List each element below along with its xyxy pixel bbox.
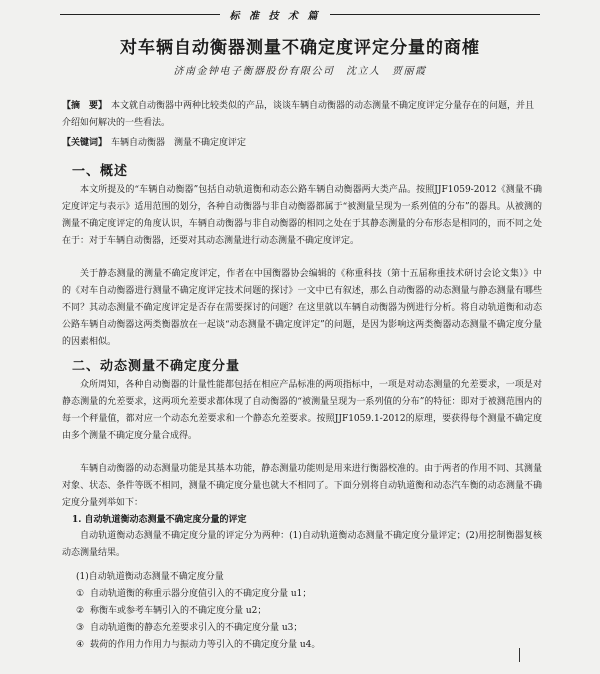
list-item [76,637,536,654]
article-title: 对车辆自动衡器测量不确定度评定分量的商榷 [120,38,480,58]
section-2-paragraph-1 [62,377,542,445]
subsection-paragraph [62,528,542,562]
keywords [62,135,542,152]
list-item [76,620,536,637]
subsection-heading: 1. 自动轨道衡动态测量不确定度分量的评定 [72,515,247,525]
uncertainty-list [76,569,536,654]
list-number: ④ [76,640,85,650]
list-heading: (1)自动轨道衡动态测量不确定度分量 [76,572,224,582]
list-text: 载荷的作用力作用力与振动力等引入的不确定度分量 u4。 [90,640,321,650]
list-number: ③ [76,623,85,633]
list-text: 自动轨道衡的静态允差要求引入的不确定度分量 u3； [90,623,303,633]
list-item [76,603,536,620]
list-text: 称衡车或参考车辆引入的不确定度分量 u2； [90,606,267,616]
paragraph-text: 本文所提及的“车辆自动衡器”包括自动轨道衡和动态公路车辆自动衡器两大类产品。按照JJF1059-2012《测量不确定度评定与表示》适用范围的划分，各种自动衡器与非自动衡器都属于“被测量呈现为一系列值的分布”的器具。从被测的测量不确定度评定的角度认识，车辆自动衡器与非自动衡器的相同之处在于其静态测量的分布形态是相同的，而不同之处在于：对于车辆自动衡器，还要对其动态测量进行动态测量不确定度评定。 [62,185,542,246]
header-section-label: 标 准 技 术 篇 [229,11,321,22]
list-number: ② [76,606,85,616]
abstract-label: 【摘 要】 [62,101,108,111]
paragraph-text: 众所周知，各种自动衡器的计量性能都包括在相应产品标准的两项指标中，一项是对动态测量的允差要求，一项是对静态测量的允差要求，这两项允差要求都体现了自动衡器的“被测量呈现为一系列值的分布”的特征：即对于被测范围内的每一个秤量值，都对应一个动态允差要求和一个静态允差要求。按照JJF1059.1-2012的原理，要获得每个测量不确定度由多个测量不确定度分量合成得。 [62,380,542,441]
section-2-heading: 二、动态测量不确定度分量 [72,359,241,374]
article-authors: 济南金钟电子衡器股份有限公司 沈立人 贾丽霞 [173,66,427,77]
section-1-paragraph-2 [62,266,542,351]
header-rule-right [330,14,540,15]
section-1-heading: 一、概述 [72,164,129,179]
keywords-text: 车辆自动衡器 测量不确定度评定 [111,138,247,148]
section-1-paragraph-1 [62,182,542,250]
list-item [76,586,536,603]
paragraph-text: 关于静态测量的测量不确定度评定，作者在中国衡器协会编辑的《称重科技（第十五届称重技术研讨会论文集）》中的《对车自动衡器进行测量不确定度评定技术问题的探讨》一文中已有叙述，那么自动衡器的动态测量与静态测量有哪些不同？其动态测量不确定度评定是否存在需要探讨的问题？在这里就以车辆自动衡器为例进行分析。将自动轨道衡和动态公路车辆自动衡器这两类衡器放在一起谈“动态测量不确定度评定”的问题，是因为影响这两类衡器动态测量不确定度分量的因素相似。 [62,269,542,347]
paragraph-text: 自动轨道衡动态测量不确定度分量的评定分为两种：(1)自动轨道衡动态测量不确定度分量评定；(2)用挖制衡器复核动态测量结果。 [62,531,542,558]
abstract-text: 本文就自动衡器中两种比较类似的产品，谈谈车辆自动衡器的动态测量不确定度评定分量存在的问题，并且介绍如何解决的一些看法。 [62,101,535,128]
abstract [62,98,542,132]
list-text: 自动轨道衡的称重示器分度值引入的不确定度分量 u1； [90,589,312,599]
paragraph-text: 车辆自动衡器的动态测量功能是其基本功能，静态测量功能则是用来进行衡器校准的。由于两者的作用不同、其测量对象、状态、条件等既不相同，测量不确定度分量也就大不相同了。下面分别将自动轨道衡和动态汽车衡的动态测量不确定度分量列举如下： [62,464,542,508]
list-number: ① [76,589,85,599]
section-2-paragraph-2 [62,461,542,512]
page-corner-mark [519,648,520,662]
header-rule-left [60,14,220,15]
keywords-label: 【关键词】 [62,138,108,148]
